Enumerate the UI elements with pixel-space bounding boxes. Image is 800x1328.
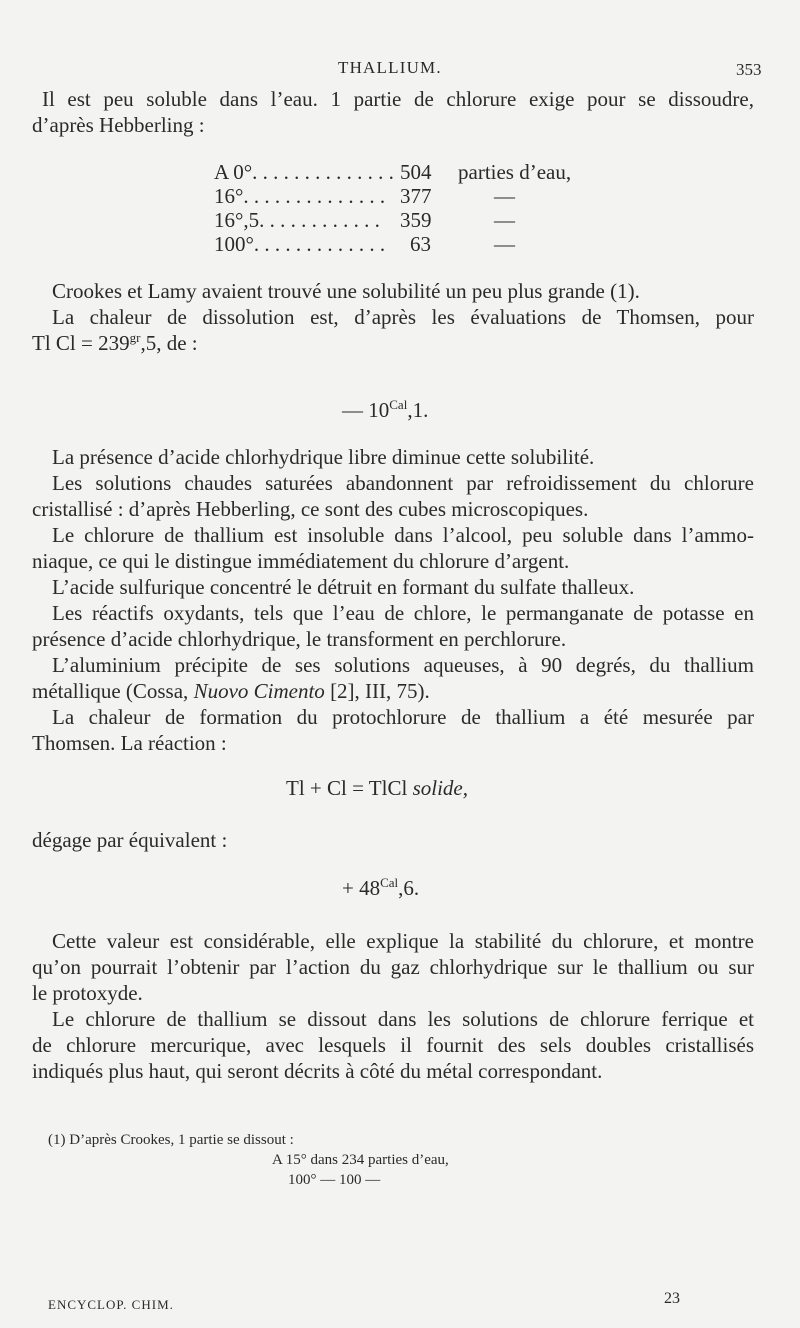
text-line: La chaleur de formation du protochlorure de thallium a été mesurée par — [52, 705, 754, 729]
intro-paragraph — [32, 86, 754, 138]
value-cell: 504 — [400, 160, 432, 184]
text-line: Le chlorure de thallium est insoluble dans l’alcool, peu soluble dans l’ammo- — [52, 523, 754, 547]
text-line: Cette valeur est considérable, elle explique la stabilité du chlorure, et montre — [52, 929, 754, 953]
text-line: niaque, ce qui le distingue immédiatement du chlorure d’argent. — [32, 549, 570, 573]
unit-cell: — — [494, 184, 515, 208]
closing-paragraphs — [32, 928, 754, 1084]
text-line: L’aluminium précipite de ses solutions aqueuses, à 90 degrés, du thallium — [52, 653, 754, 677]
table-row — [214, 160, 571, 184]
equation-unit: Cal — [380, 875, 399, 890]
text-line: La chaleur de dissolution est, d’après les évaluations de Thomsen, pour — [52, 305, 754, 329]
text-line: Il est peu soluble dans l’eau. 1 partie de chlorure exige pour se dissoudre, — [42, 87, 754, 111]
heat-of-formation — [342, 876, 419, 901]
footnote — [48, 1130, 449, 1190]
text-line: présence d’acide chlorhydrique, le transforment en perchlorure. — [32, 627, 567, 651]
equation-prefix: + 48 — [342, 876, 381, 900]
equation-suffix: ,1. — [407, 398, 429, 422]
unit-cell: — — [494, 208, 515, 232]
temperature-cell: 16°. . . . . . . . . . . . . . — [214, 184, 386, 208]
text-line: Les solutions chaudes saturées abandonnent par refroidissement du chlorure — [52, 471, 754, 495]
footnote-line: A 15° dans 234 parties d’eau, — [272, 1152, 449, 1168]
solubility-table — [214, 160, 571, 256]
degage-line: dégage par équivalent : — [32, 828, 228, 852]
unit-cell: parties d’eau, — [458, 160, 572, 184]
footnote-line: (1) D’après Crookes, 1 partie se dissout : — [48, 1132, 294, 1148]
equation-state: solide, — [412, 776, 468, 800]
text-line: Le chlorure de thallium se dissout dans les solutions de chlorure ferrique et — [52, 1007, 754, 1031]
table-row — [214, 208, 571, 232]
table-row — [214, 184, 571, 208]
reaction-equation — [286, 776, 468, 801]
body-paragraphs — [32, 444, 754, 756]
running-head: THALLIUM. — [338, 58, 442, 77]
equation-prefix: — 10 — [342, 398, 390, 422]
page-number: 353 — [736, 60, 762, 79]
text-line: indiqués plus haut, qui seront décrits à côté du métal correspondant. — [32, 1059, 603, 1083]
temperature-cell: 16°,5. . . . . . . . . . . . — [214, 208, 380, 232]
footnote-line: 100° — 100 — — [288, 1172, 381, 1188]
temperature-cell: 100°. . . . . . . . . . . . . — [214, 232, 386, 256]
crookes-paragraph — [32, 278, 754, 356]
formula-text: Tl $Cl = 239^{gr},5$, de : — [32, 330, 198, 355]
text-line: Crookes et Lamy avaient trouvé une solubilité un peu plus grande (1). — [52, 279, 640, 303]
text-line: de chlorure mercurique, avec lesquels il fournit des sels doubles cristallisés — [32, 1033, 754, 1057]
equation-formula: Tl + Cl = TlCl — [286, 776, 413, 800]
value-cell: 63 — [410, 232, 431, 256]
unit-cell: — — [494, 232, 515, 256]
text-line: La présence d’acide chlorhydrique libre diminue cette solubilité. — [52, 445, 595, 469]
table-row — [214, 232, 571, 256]
text-line: Les réactifs oxydants, tels que l’eau de chlore, le permanganate de potasse en — [52, 601, 754, 625]
value-cell: 359 — [400, 208, 432, 232]
text-line: L’acide sulfurique concentré le détruit en formant du sulfate thalleux. — [52, 575, 635, 599]
footer-publication: ENCYCLOP. CHIM. — [48, 1297, 174, 1312]
value-cell: 377 — [400, 184, 432, 208]
equation-suffix: ,6. — [398, 876, 420, 900]
heat-of-dissolution — [342, 398, 428, 423]
text-line: cristallisé : d’après Hebberling, ce sont des cubes microscopiques. — [32, 497, 589, 521]
text-line — [32, 330, 754, 356]
equation-unit: Cal — [389, 397, 408, 412]
text-line: d’après Hebberling : — [32, 113, 205, 137]
text-line: métallique (Cossa, Nuovo Cimento [2], III, 75). — [32, 679, 430, 703]
temperature-cell: A 0°. . . . . . . . . . . . . . — [214, 160, 394, 184]
text-line: Thomsen. La réaction : — [32, 731, 227, 755]
signature-mark: 23 — [664, 1290, 680, 1307]
text-line: qu’on pourrait l’obtenir par l’action du gaz chlorhydrique sur le thallium ou sur — [32, 955, 754, 979]
text-line: le protoxyde. — [32, 981, 143, 1005]
